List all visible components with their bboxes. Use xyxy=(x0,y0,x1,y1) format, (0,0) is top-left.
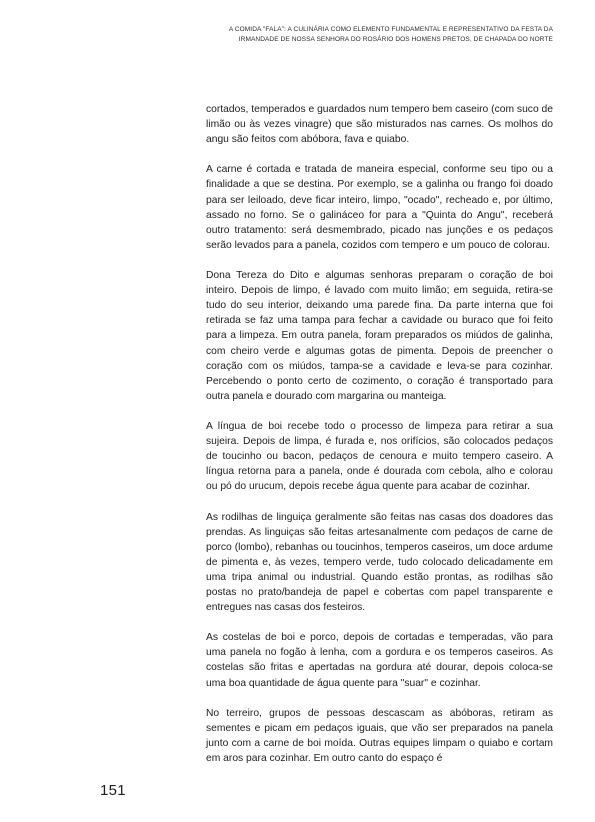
paragraph: Dona Tereza do Dito e algumas senhoras preparam o coração de boi inteiro. Depois de limpo, é lavado com muito limão; em seguida, retira-se tudo do seu interior, deixando uma parede fina. Da parte interna que foi retirada se faz uma tampa para fechar a cavidade ou buraco que foi feito para a limpeza. Em outra panela, foram preparados os miúdos de galinha, com cheiro verde e algumas gotas de pimenta. Depois de preencher o coração com os miúdos, tampa-se a cavidade e leva-se para cozinhar. Percebendo o ponto certo de cozimento, o coração é transportado para outra panela e dourado com margarina ou manteiga. xyxy=(206,270,553,402)
running-head-line-2: IRMANDADE DE NOSSA SENHORA DO ROSÁRIO DOS HOMENS PRETOS, DE CHAPADA DO NORTE xyxy=(238,36,553,43)
paragraph: As costelas de boi e porco, depois de cortadas e temperadas, vão para uma panela no fogão à lenha, com a gordura e os temperos caseiros. As costelas são fritas e apertadas na gordura até dourar, depois coloca-se uma boa quantidade de água quente para "suar" e cozinhar. xyxy=(206,632,553,689)
running-head-line-1: A COMIDA "FALA": A CULINÁRIA COMO ELEMENTO FUNDAMENTAL E REPRESENTATIVO DA FESTA DA xyxy=(228,26,553,33)
running-head xyxy=(133,25,553,45)
paragraph: A carne é cortada e tratada de maneira especial, conforme seu tipo ou a finalidade a que se destina. Por exemplo, se a galinha ou frango foi doado para ser leiloado, deve ficar inteiro, limpo, "ocado", recheado e, por último, assado no forno. Se o galináceo for para a "Quinta do Angu", receberá outro tratamento: será desmembrado, picado nas junções e os pedaços serão levados para a panela, cozidos com tempero e um pouco de colorau. xyxy=(206,164,553,251)
paragraph: A língua de boi recebe todo o processo de limpeza para retirar a sua sujeira. Depois de limpa, é furada e, nos orifícios, são colocados pedaços de toucinho ou bacon, pedaços de cenoura e muito tempero caseiro. A língua retorna para a panela, onde é dourada com cebola, alho e colorau ou pó do urucum, depois recebe água quente para acabar de cozinhar. xyxy=(206,420,553,493)
body-text xyxy=(206,102,553,781)
paragraph: No terreiro, grupos de pessoas descascam as abóboras, retiram as sementes e picam em pedaços iguais, que vão ser preparados na panela junto com a carne de boi moída. Outras equipes limpam o quiabo e cortam em aros para cozinhar. Em outro canto do espaço é xyxy=(206,707,553,765)
paragraph: cortados, temperados e guardados num tempero bem caseiro (com suco de limão ou às vezes vinagre) que são misturados nas carnes. Os molhos do angu são feitos com abóbora, fava e quiabo. xyxy=(206,104,553,146)
page-number: 151 xyxy=(100,782,126,799)
paragraph: As rodilhas de linguiça geralmente são feitas nas casas dos doadores das prendas. As linguiças são feitas artesanalmente com pedaços de carne de porco (lombo), rebanhas ou toucinhos, temperos caseiros, um doce ardume de pimenta e, às vezes, tempero verde, tudo colocado delicadamente em uma tripa animal ou industrial. Quando estão prontas, as rodilhas são postas no prato/bandeja de papel e cobertas com papel transparente e entregues nas casas dos festeiros. xyxy=(206,511,553,614)
